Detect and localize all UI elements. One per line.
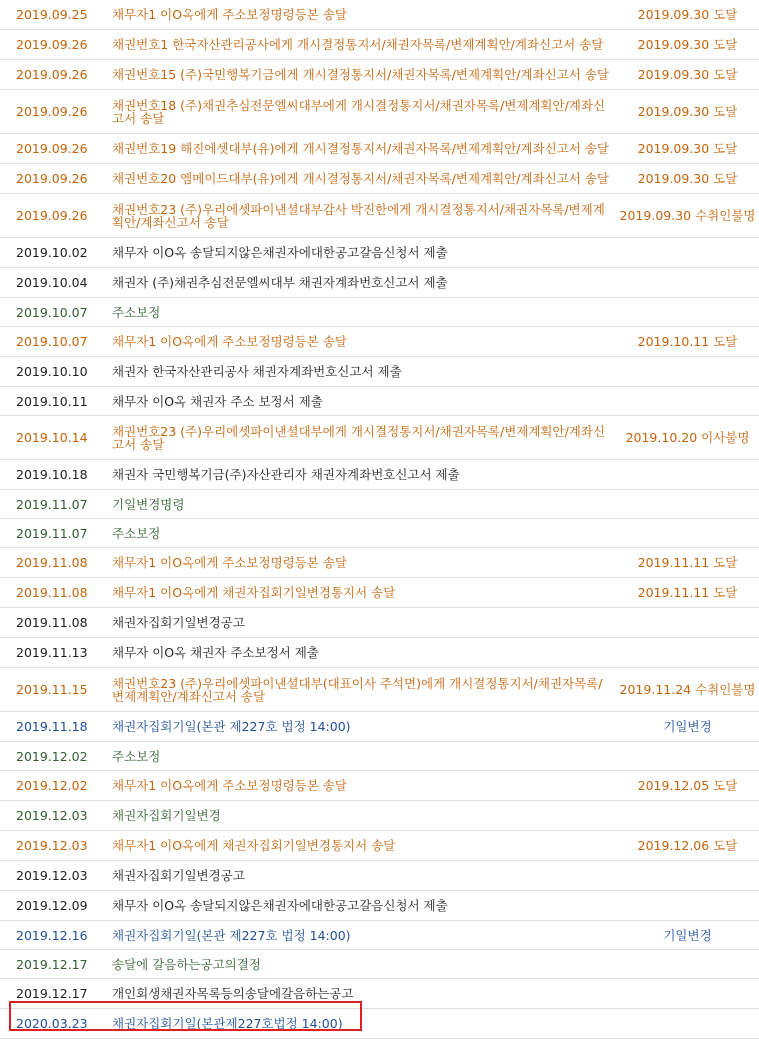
row-date: 2019.11.08 <box>16 555 88 570</box>
row-content: 채권자 한국자산관리공사 채권자계좌번호신고서 제출 <box>112 364 402 379</box>
table-row <box>0 638 759 668</box>
row-date: 2019.11.15 <box>16 682 88 697</box>
row-date: 2019.10.10 <box>16 364 88 379</box>
row-result: 2019.09.30 도달 <box>637 141 738 156</box>
table-row <box>0 712 759 742</box>
row-date: 2019.11.07 <box>16 525 88 541</box>
row-date: 2019.09.26 <box>16 141 88 156</box>
table-row <box>0 387 759 416</box>
table-row <box>0 0 759 30</box>
table-row <box>0 357 759 387</box>
row-result: 2019.10.20 이사불명 <box>625 430 750 445</box>
row-result: 2019.10.11 도달 <box>637 334 738 349</box>
row-result <box>616 742 759 770</box>
table-row <box>0 194 759 238</box>
row-date: 2019.09.26 <box>16 171 88 186</box>
row-date: 2019.10.11 <box>16 393 88 409</box>
row-date: 2019.09.26 <box>16 104 88 119</box>
row-date: 2019.12.03 <box>16 868 88 883</box>
row-content: 채권자 (주)채권추심전문엘씨대부 채권자계좌번호신고서 제출 <box>112 275 448 290</box>
row-content: 채권번호19 해진에셋대부(유)에게 개시결정통지서/채권자목록/변제계획안/계좌신고서 송달 <box>112 141 609 156</box>
row-date: 2019.09.26 <box>16 67 88 82</box>
row-result: 2019.09.30 도달 <box>637 7 738 22</box>
row-date: 2019.12.16 <box>16 927 88 943</box>
row-result: 기일변경 <box>663 719 712 734</box>
row-date: 2019.12.03 <box>16 808 88 823</box>
row-content: 주소보정 <box>112 748 161 764</box>
row-content: 채권번호23 (주)우리에셋파이낸셜대부(대표이사 주석면)에게 개시결정통지서/채권자목록/변제계획안/계좌신고서 송달 <box>112 675 603 704</box>
table-row <box>0 801 759 831</box>
row-date: 2019.10.18 <box>16 467 88 482</box>
table-row <box>0 298 759 327</box>
table-row <box>0 831 759 861</box>
row-result: 2019.11.11 도달 <box>637 585 738 600</box>
row-date: 2019.12.02 <box>16 778 88 793</box>
row-content: 채무자1 이O옥에게 주소보정명령등본 송달 <box>112 334 347 349</box>
row-date: 2019.12.09 <box>16 898 88 913</box>
row-result <box>616 979 759 1008</box>
row-result <box>616 357 759 386</box>
row-date: 2019.09.26 <box>16 37 88 52</box>
row-content: 채무자1 이O옥에게 채권자집회기일변경통지서 송달 <box>112 585 396 600</box>
row-content: 채권번호23 (주)우리에셋파이낸셜대부감사 박진한에게 개시결정통지서/채권자목록/변제계획안/계좌신고서 송달 <box>112 201 605 230</box>
row-date: 2019.10.07 <box>16 304 88 320</box>
row-date: 2019.11.07 <box>16 496 88 512</box>
row-content: 채무자1 이O옥에게 주소보정명령등본 송달 <box>112 7 347 22</box>
row-content: 채무자1 이O옥에게 주소보정명령등본 송달 <box>112 778 347 793</box>
row-content: 채무자1 이O옥에게 채권자집회기일변경통지서 송달 <box>112 838 396 853</box>
row-result <box>616 638 759 667</box>
table-row <box>0 268 759 298</box>
table-row <box>0 60 759 90</box>
table-row <box>0 519 759 548</box>
table-row <box>0 460 759 490</box>
table-row <box>0 891 759 921</box>
row-content: 개인회생채권자목록등의송달에갈음하는공고 <box>112 986 354 1001</box>
row-date: 2019.11.18 <box>16 719 88 734</box>
row-result <box>616 238 759 267</box>
row-date: 2019.10.04 <box>16 275 88 290</box>
row-result: 2019.11.11 도달 <box>637 555 738 570</box>
row-date: 2019.11.08 <box>16 615 88 630</box>
row-result <box>616 891 759 920</box>
table-row <box>0 548 759 578</box>
table-row <box>0 134 759 164</box>
table-row <box>0 90 759 134</box>
row-content: 채권번호23 (주)우리에셋파이낸셜대부에게 개시결정통지서/채권자목록/변제계획안/계좌신고서 송달 <box>112 423 606 452</box>
row-date: 2019.09.25 <box>16 7 88 22</box>
row-result <box>616 298 759 326</box>
table-row <box>0 490 759 519</box>
row-date: 2019.11.08 <box>16 585 88 600</box>
row-date: 2019.11.13 <box>16 645 88 660</box>
row-content: 채무자 이O옥 송달되지않은채권자에대한공고갈음신청서 제출 <box>112 898 448 913</box>
row-content: 채권자집회기일(본관제227호법정 14:00) <box>112 1016 343 1031</box>
row-content: 채권번호18 (주)채권추심전문엘씨대부에게 개시결정통지서/채권자목록/변제계획안/계좌신고서 송달 <box>112 97 606 126</box>
row-result <box>616 861 759 890</box>
row-result <box>616 950 759 978</box>
row-result: 2019.09.30 도달 <box>637 171 738 186</box>
row-content: 채무자1 이O옥에게 주소보정명령등본 송달 <box>112 555 347 570</box>
row-content: 송달에 갈음하는공고의결정 <box>112 956 261 972</box>
row-content: 기일변경명령 <box>112 496 185 512</box>
row-content: 채권번호1 한국자산관리공사에게 개시결정통지서/채권자목록/변제계획안/계좌신고서 송달 <box>112 37 604 52</box>
row-result <box>616 387 759 415</box>
row-date: 2019.10.14 <box>16 430 88 445</box>
table-row <box>0 742 759 771</box>
table-row <box>0 238 759 268</box>
row-content: 채권자집회기일(본관 제227호 법정 14:00) <box>112 719 351 734</box>
row-content: 채무자 이O옥 채권자 주소 보정서 제출 <box>112 393 323 409</box>
row-result <box>616 608 759 637</box>
row-result <box>616 1009 759 1038</box>
row-date: 2019.10.07 <box>16 334 88 349</box>
row-content: 채권자집회기일변경 <box>112 808 221 823</box>
row-result: 2019.11.24 수취인불명 <box>619 682 756 697</box>
row-date: 2020.03.23 <box>16 1016 88 1031</box>
row-content: 채무자 이O옥 송달되지않은채권자에대한공고갈음신청서 제출 <box>112 245 448 260</box>
highlight-box <box>9 1001 362 1031</box>
row-result: 기일변경 <box>663 927 712 943</box>
table-row <box>0 861 759 891</box>
row-result <box>616 519 759 547</box>
row-date: 2019.12.02 <box>16 748 88 764</box>
table-row <box>0 578 759 608</box>
row-result <box>616 490 759 518</box>
row-result: 2019.09.30 도달 <box>637 37 738 52</box>
row-result: 2019.12.05 도달 <box>637 778 738 793</box>
row-date: 2019.12.03 <box>16 838 88 853</box>
table-row <box>0 668 759 712</box>
table-row <box>0 950 759 979</box>
table-row <box>0 608 759 638</box>
table-row <box>0 327 759 357</box>
row-content: 주소보정 <box>112 304 161 320</box>
table-row <box>0 771 759 801</box>
row-content: 채권번호15 (주)국민행복기금에게 개시결정통지서/채권자목록/변제계획안/계좌신고서 송달 <box>112 67 609 82</box>
row-content: 채무자 이O옥 채권자 주소보정서 제출 <box>112 645 319 660</box>
row-result <box>616 801 759 830</box>
row-result <box>616 460 759 489</box>
row-date: 2019.12.17 <box>16 986 88 1001</box>
row-content: 채권자 국민행복기금(주)자산관리자 채권자계좌번호신고서 제출 <box>112 467 460 482</box>
row-content: 채권자집회기일변경공고 <box>112 868 245 883</box>
row-result: 2019.09.30 도달 <box>637 67 738 82</box>
table-row <box>0 30 759 60</box>
row-date: 2019.09.26 <box>16 208 88 223</box>
table-row <box>0 416 759 460</box>
row-result: 2019.09.30 도달 <box>637 104 738 119</box>
row-date: 2019.10.02 <box>16 245 88 260</box>
row-content: 채권번호20 엠메이드대부(유)에게 개시결정통지서/채권자목록/변제계획안/계좌신고서 송달 <box>112 171 609 186</box>
row-result: 2019.12.06 도달 <box>637 838 738 853</box>
row-content: 채권자집회기일변경공고 <box>112 615 245 630</box>
row-date: 2019.12.17 <box>16 956 88 972</box>
table-row <box>0 921 759 950</box>
table-row <box>0 164 759 194</box>
row-content: 주소보정 <box>112 525 161 541</box>
row-result <box>616 268 759 297</box>
row-content: 채권자집회기일(본관 제227호 법정 14:00) <box>112 927 351 943</box>
row-result: 2019.09.30 수취인불명 <box>619 208 756 223</box>
